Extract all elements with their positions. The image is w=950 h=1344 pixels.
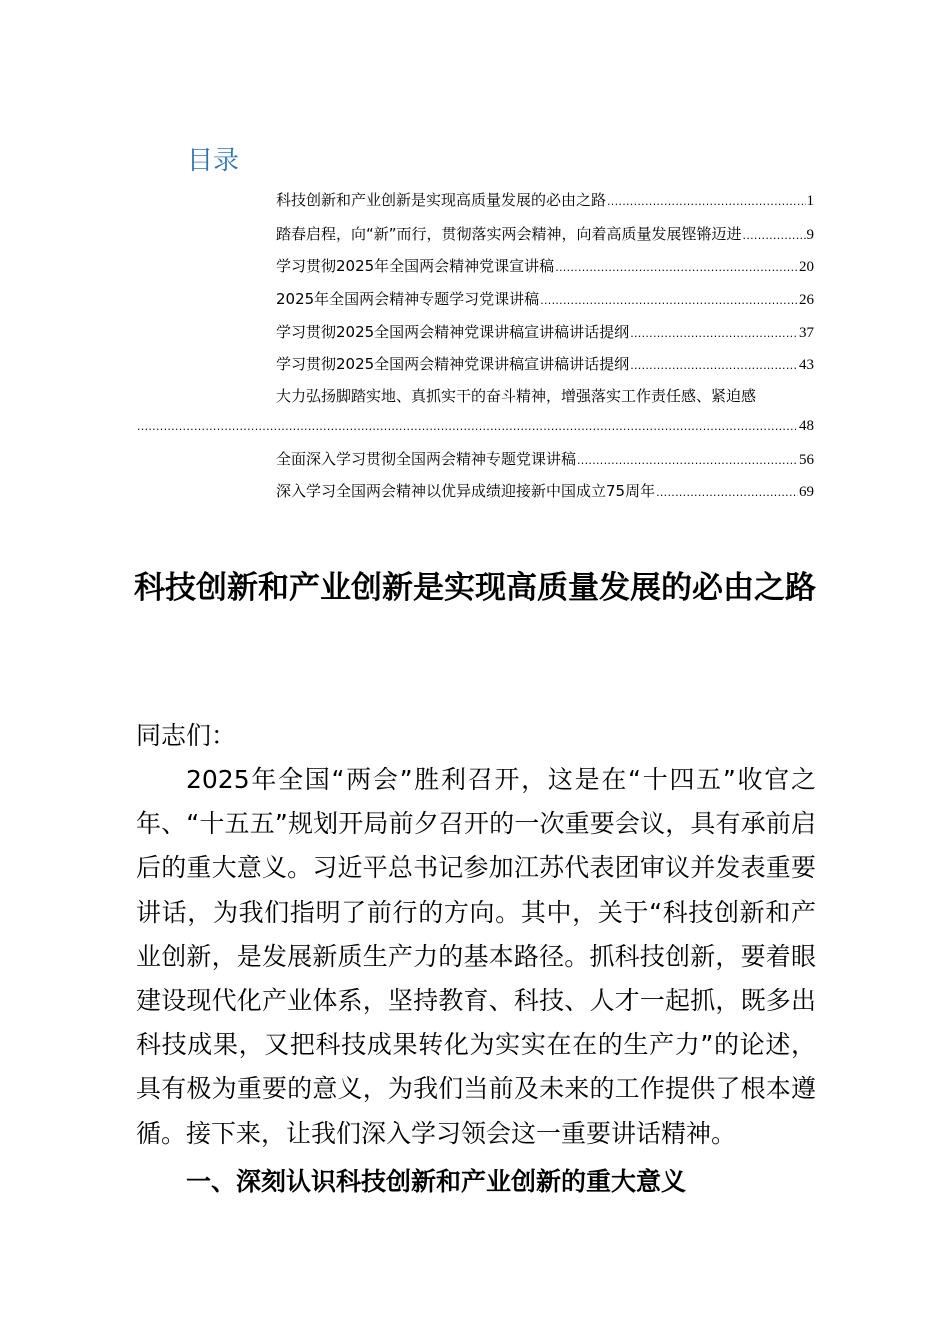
toc-entry-page: 56 (799, 452, 814, 468)
article-title: 科技创新和产业创新是实现高质量发展的必由之路 (134, 570, 816, 606)
toc-leader-dots (540, 285, 798, 315)
toc-entry-title: 踏春启程，向“新”而行，贯彻落实两会精神，向着高质量发展铿锵迈进 (276, 225, 742, 243)
toc-entry-title: 学习贯彻2025年全国两会精神党课宣讲稿 (276, 257, 555, 275)
toc-entry[interactable] (276, 443, 814, 475)
toc-leader-dots (630, 318, 798, 348)
toc-entry-page: 9 (806, 227, 814, 243)
section-heading: 一、深刻认识科技创新和产业创新的重大意义 (186, 1167, 687, 1196)
toc-leader-dots (743, 220, 806, 250)
toc-leader-dots (137, 411, 798, 442)
body-paragraph: 2025年全国“两会”胜利召开，这是在“十四五”收官之年、“十五五”规划开局前夕召开的一次重要会议，具有承前启后的重大意义。习近平总书记参加江苏代表团审议并发表重要讲话，为我们指明了前行的方向。其中，关于“科技创新和产业创新，是发展新质生产力的基本路径。抓科技创新，要着眼建设现代化产业体系，坚持教育、科技、人才一起抓，既多出科技成果，又把科技成果转化为实实在在的生产力”的论述，具有极为重要的意义，为我们当前及未来的工作提供了根本遵循。接下来，让我们深入学习领会这一重要讲话精神。 (136, 765, 816, 1148)
toc-leader-dots (555, 252, 798, 282)
toc-entry-leader-line (136, 410, 814, 442)
toc-entry-title: 学习贯彻2025全国两会精神党课讲稿宣讲稿讲话提纲 (276, 355, 630, 373)
toc-entry[interactable] (276, 283, 814, 315)
toc-leader-dots (656, 477, 798, 507)
toc-entry-title: 全面深入学习贯彻全国两会精神专题党课讲稿 (276, 450, 577, 468)
toc-entry[interactable] (276, 218, 814, 250)
toc-entry-title: 2025年全国两会精神专题学习党课讲稿 (276, 290, 540, 308)
toc-entry-page: 1 (806, 193, 814, 209)
toc-entry-title: 学习贯彻2025全国两会精神党课讲稿宣讲稿讲话提纲 (276, 323, 630, 341)
toc-entry[interactable] (276, 316, 814, 348)
toc-entry-title: 深入学习全国两会精神以优异成绩迎接新中国成立75周年 (276, 482, 656, 500)
toc-leader-dots (577, 445, 798, 475)
toc-entry[interactable] (276, 184, 814, 216)
toc-entry-page: 43 (799, 357, 814, 373)
salutation: 同志们： (136, 721, 237, 750)
toc-entry[interactable] (276, 250, 814, 282)
toc-leader-dots (630, 350, 798, 380)
toc-entry-page: 26 (799, 292, 814, 308)
toc-leader-dots (607, 186, 805, 216)
toc-entry-page: 48 (799, 418, 814, 434)
toc-entry-page: 20 (799, 259, 814, 275)
toc-entry[interactable] (276, 475, 814, 507)
toc-heading: 目录 (187, 146, 240, 176)
toc-entry[interactable] (276, 348, 814, 380)
toc-entry-page: 69 (799, 484, 814, 500)
toc-entry-title: 大力弘扬脚踏实地、真抓实干的奋斗精神，增强落实工作责任感、紧迫感 (276, 387, 757, 405)
toc-entry-page: 37 (799, 325, 814, 341)
toc-entry-title: 科技创新和产业创新是实现高质量发展的必由之路 (276, 191, 607, 209)
